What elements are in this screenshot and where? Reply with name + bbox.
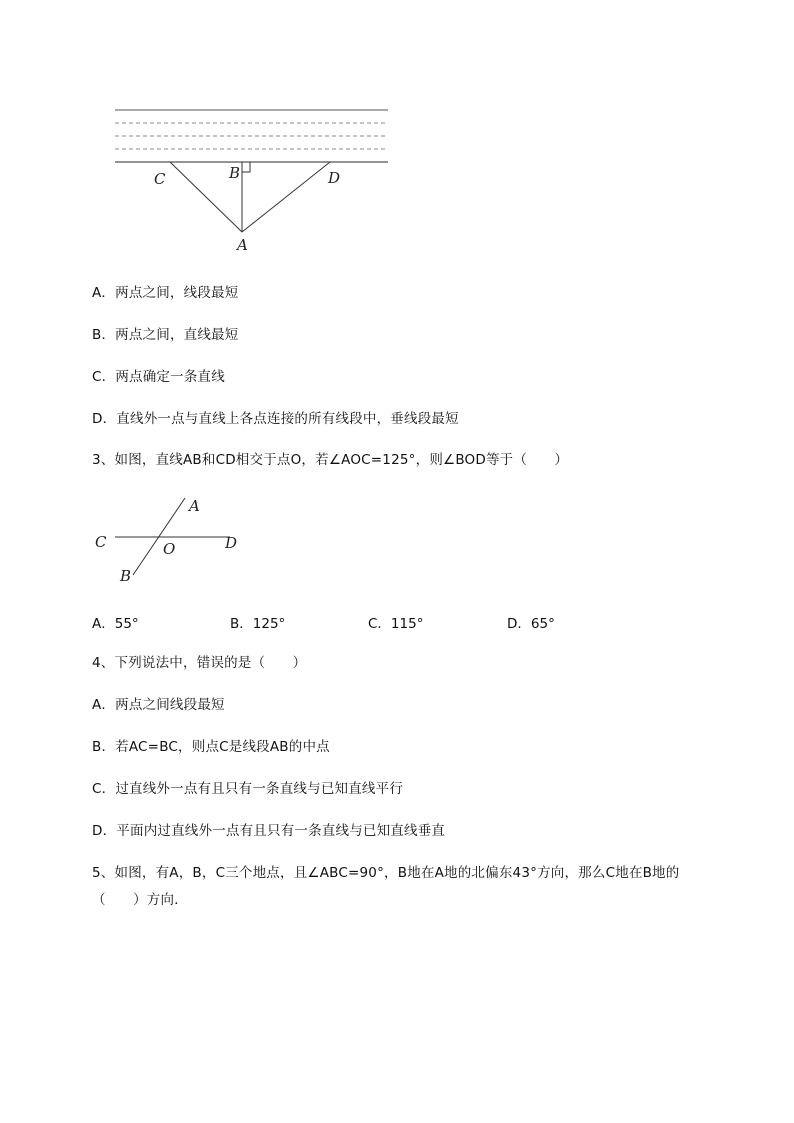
figure-lines-svg [90,492,250,587]
q2-option-b: B．两点之间，直线最短 [92,327,239,343]
label-o: O [163,540,176,558]
label-b: B [229,164,241,182]
q4-option-b: B．若AC=BC，则点C是线段AB的中点 [92,739,330,755]
label-b: B [120,567,132,585]
label-c: C [154,170,166,188]
q3-option-b: B．125° [230,616,286,632]
figure-river-svg [100,100,400,260]
q3-option-a: A．55° [92,616,139,632]
q2-option-c: C．两点确定一条直线 [92,369,225,385]
label-c: C [95,533,107,551]
segment-ad [242,162,330,232]
q5-stem-line-2: （ ）方向． [92,892,188,908]
q3-options [92,612,732,632]
right-angle-mark [242,162,250,172]
q2-option-d: D．直线外一点与直线上各点连接的所有线段中，垂线段最短 [92,411,459,427]
label-a: A [189,497,200,515]
label-a: A [237,236,248,254]
q4-option-a: A．两点之间线段最短 [92,697,225,713]
q4-option-d: D．平面内过直线外一点有且只有一条直线与已知直线垂直 [92,823,446,839]
figure-intersecting-lines [90,492,250,587]
q3-option-d: D．65° [507,616,555,632]
q3-option-c: C．115° [368,616,424,632]
label-d: D [225,534,238,552]
q5-stem-line-1: 5、如图，有A，B，C三个地点，且∠ABC=90°，B地在A地的北偏东43°方向，那么C地在B地的 [92,865,680,881]
q4-stem: 4、下列说法中，错误的是（ ） [92,655,307,671]
q4-option-c: C．过直线外一点有且只有一条直线与已知直线平行 [92,781,404,797]
label-d: D [328,169,341,187]
q3-stem: 3、如图，直线AB和CD相交于点O，若∠AOC=125°，则∠BOD等于（ ） [92,452,569,468]
q2-option-a: A．两点之间，线段最短 [92,285,239,301]
figure-river-perpendicular [100,100,400,260]
